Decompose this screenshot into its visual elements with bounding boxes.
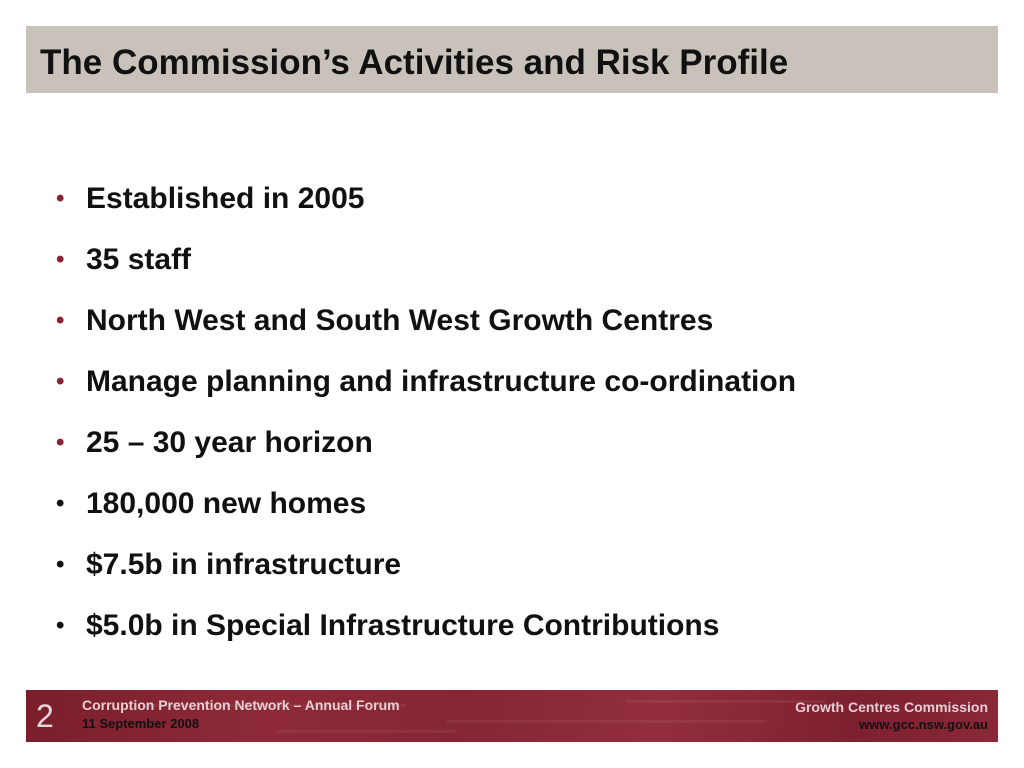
bullet-text: $7.5b in infrastructure [86, 547, 402, 581]
list-item [56, 351, 796, 412]
list-item [56, 168, 796, 229]
bullet-marker: • [56, 611, 65, 639]
bullet-list [56, 168, 796, 656]
bullet-marker: • [56, 489, 65, 517]
list-item [56, 290, 796, 351]
list-item [56, 534, 796, 595]
bullet-marker: • [56, 550, 65, 578]
bullet-marker: • [56, 306, 65, 334]
bullet-text: 25 – 30 year horizon [86, 425, 373, 459]
bullet-marker: • [56, 367, 65, 395]
footer-texture [276, 730, 456, 733]
bullet-text: 35 staff [86, 242, 192, 276]
bullet-marker: • [56, 184, 65, 212]
footer-bar [26, 690, 998, 742]
list-item [56, 473, 796, 534]
title-bar [26, 26, 998, 93]
list-item [56, 229, 796, 290]
bullet-text: Established in 2005 [86, 181, 365, 215]
event-date: 11 September 2008 [82, 716, 200, 731]
event-name: Corruption Prevention Network – Annual Forum [82, 697, 400, 713]
bullet-marker: • [56, 428, 65, 456]
bullet-marker: • [56, 245, 65, 273]
slide-number: 2 [36, 698, 54, 734]
list-item [56, 595, 796, 656]
website-link[interactable]: www.gcc.nsw.gov.au [859, 717, 988, 732]
bullet-text: 180,000 new homes [86, 486, 367, 520]
footer-texture [446, 720, 766, 723]
slide-title: The Commission’s Activities and Risk Profile [40, 43, 789, 82]
organisation-name: Growth Centres Commission [795, 699, 988, 715]
bullet-text: Manage planning and infrastructure co-ordination [86, 364, 797, 398]
bullet-text: North West and South West Growth Centres [86, 303, 714, 337]
bullet-text: $5.0b in Special Infrastructure Contributions [86, 608, 720, 642]
list-item [56, 412, 796, 473]
